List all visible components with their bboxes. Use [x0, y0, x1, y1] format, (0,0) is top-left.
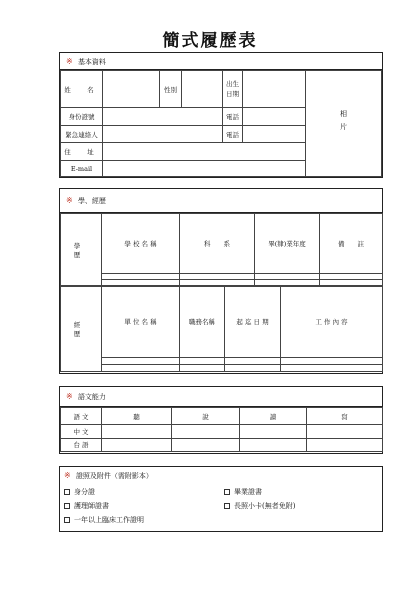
attachment-label: 護理師證書 — [74, 502, 109, 510]
attachment-label: 畢業證書 — [234, 488, 262, 496]
attachment-label: 身分證 — [74, 488, 95, 496]
lang-row-taiwanese: 台 語 — [61, 438, 102, 452]
edu-col-year: 畢(肄)業年度 — [255, 214, 320, 274]
edu-col-major: 科 系 — [180, 214, 255, 274]
checkbox-icon[interactable] — [224, 503, 230, 509]
phone-field[interactable] — [243, 108, 306, 126]
exp-cell[interactable] — [225, 364, 281, 371]
language-table — [60, 407, 383, 452]
attachment-label: 一年以上臨床工作證明 — [74, 516, 144, 524]
exp-cell[interactable] — [102, 364, 180, 371]
exp-cell[interactable] — [180, 357, 225, 364]
lang-cell[interactable] — [102, 438, 172, 452]
language-title: 語文能力 — [77, 393, 106, 401]
checkbox-icon[interactable] — [64, 503, 70, 509]
attachment-label: 長照小卡(無者免附) — [234, 502, 296, 510]
lang-row-chinese: 中 文 — [61, 425, 102, 439]
photo-box[interactable] — [306, 71, 382, 177]
attachment-id-card[interactable] — [64, 485, 95, 499]
name-field[interactable] — [103, 71, 160, 108]
emergency-contact-label: 緊急連絡人 — [61, 125, 103, 143]
reference-mark-icon: ※ — [66, 57, 73, 66]
reference-mark-icon: ※ — [66, 196, 73, 205]
exp-col-position: 職務名稱 — [180, 287, 225, 358]
address-label: 住 址 — [61, 143, 103, 161]
lang-cell[interactable] — [307, 438, 383, 452]
experience-table — [60, 286, 383, 372]
gender-field[interactable] — [182, 71, 223, 108]
emergency-phone-label: 電話 — [223, 125, 243, 143]
lang-col-speaking: 說 — [172, 408, 240, 425]
basic-info-table — [60, 70, 382, 177]
reference-mark-icon: ※ — [64, 471, 71, 480]
emergency-phone-field[interactable] — [243, 125, 306, 143]
dob-label-line2: 日期 — [226, 90, 239, 99]
lang-cell[interactable] — [102, 425, 172, 439]
basic-info-title: 基本資料 — [77, 58, 106, 66]
experience-row-label: 經 歷 — [61, 287, 102, 372]
email-field[interactable] — [103, 161, 306, 177]
attachment-ltc-card[interactable] — [224, 499, 295, 513]
exp-cell[interactable] — [281, 364, 383, 371]
dob-label-line1: 出生 — [226, 80, 239, 89]
exp-cell[interactable] — [102, 357, 180, 364]
attachments-row — [60, 485, 382, 499]
edu-col-notes: 備 註 — [320, 214, 383, 274]
education-header — [60, 189, 382, 213]
lang-cell[interactable] — [307, 425, 383, 439]
lang-col-listening: 聽 — [102, 408, 172, 425]
lang-cell[interactable] — [172, 438, 240, 452]
reference-mark-icon: ※ — [66, 392, 73, 401]
id-field[interactable] — [103, 108, 223, 126]
attachments-row — [60, 513, 382, 527]
education-table — [60, 213, 383, 286]
education-section — [59, 188, 383, 374]
edu-cell[interactable] — [102, 279, 180, 285]
attachments-header — [60, 467, 382, 485]
basic-info-section — [59, 52, 383, 178]
education-row-label: 學 歷 — [61, 214, 102, 286]
phone-label: 電話 — [223, 108, 243, 126]
lang-col-language: 語 文 — [61, 408, 102, 425]
lang-cell[interactable] — [240, 425, 307, 439]
language-header — [60, 387, 382, 407]
attachments-section — [59, 466, 383, 532]
basic-info-header — [60, 53, 382, 70]
attachments-row — [60, 499, 382, 513]
exp-col-employer: 單 位 名 稱 — [102, 287, 180, 358]
language-section — [59, 386, 383, 454]
checkbox-icon[interactable] — [64, 517, 70, 523]
lang-cell[interactable] — [240, 438, 307, 452]
dob-field[interactable] — [243, 71, 306, 108]
id-label: 身份證號 — [61, 108, 103, 126]
edu-col-school: 學 校 名 稱 — [102, 214, 180, 274]
checkbox-icon[interactable] — [64, 489, 70, 495]
photo-label: 相片 — [339, 109, 348, 136]
dob-label — [223, 71, 243, 108]
attachment-clinical-proof[interactable] — [64, 513, 144, 527]
page-title: 簡式履歷表 — [162, 31, 258, 51]
attachment-nurse-license[interactable] — [64, 499, 109, 513]
email-label: E-mail — [61, 161, 103, 177]
exp-col-duties: 工 作 內 容 — [281, 287, 383, 358]
lang-col-reading: 讀 — [240, 408, 307, 425]
lang-cell[interactable] — [172, 425, 240, 439]
exp-cell[interactable] — [180, 364, 225, 371]
checkbox-icon[interactable] — [224, 489, 230, 495]
address-field[interactable] — [103, 143, 306, 161]
education-title: 學、經歷 — [77, 197, 106, 205]
lang-col-writing: 寫 — [307, 408, 383, 425]
exp-col-dates: 起 迄 日 期 — [225, 287, 281, 358]
edu-cell[interactable] — [180, 279, 255, 285]
edu-cell[interactable] — [320, 279, 383, 285]
exp-cell[interactable] — [225, 357, 281, 364]
gender-label: 性別 — [160, 71, 182, 108]
name-label: 姓 名 — [61, 71, 103, 108]
attachments-title: 證照及附件（需附影本） — [75, 472, 153, 480]
edu-cell[interactable] — [255, 279, 320, 285]
exp-cell[interactable] — [281, 357, 383, 364]
attachment-diploma[interactable] — [224, 485, 262, 499]
emergency-contact-field[interactable] — [103, 125, 223, 143]
